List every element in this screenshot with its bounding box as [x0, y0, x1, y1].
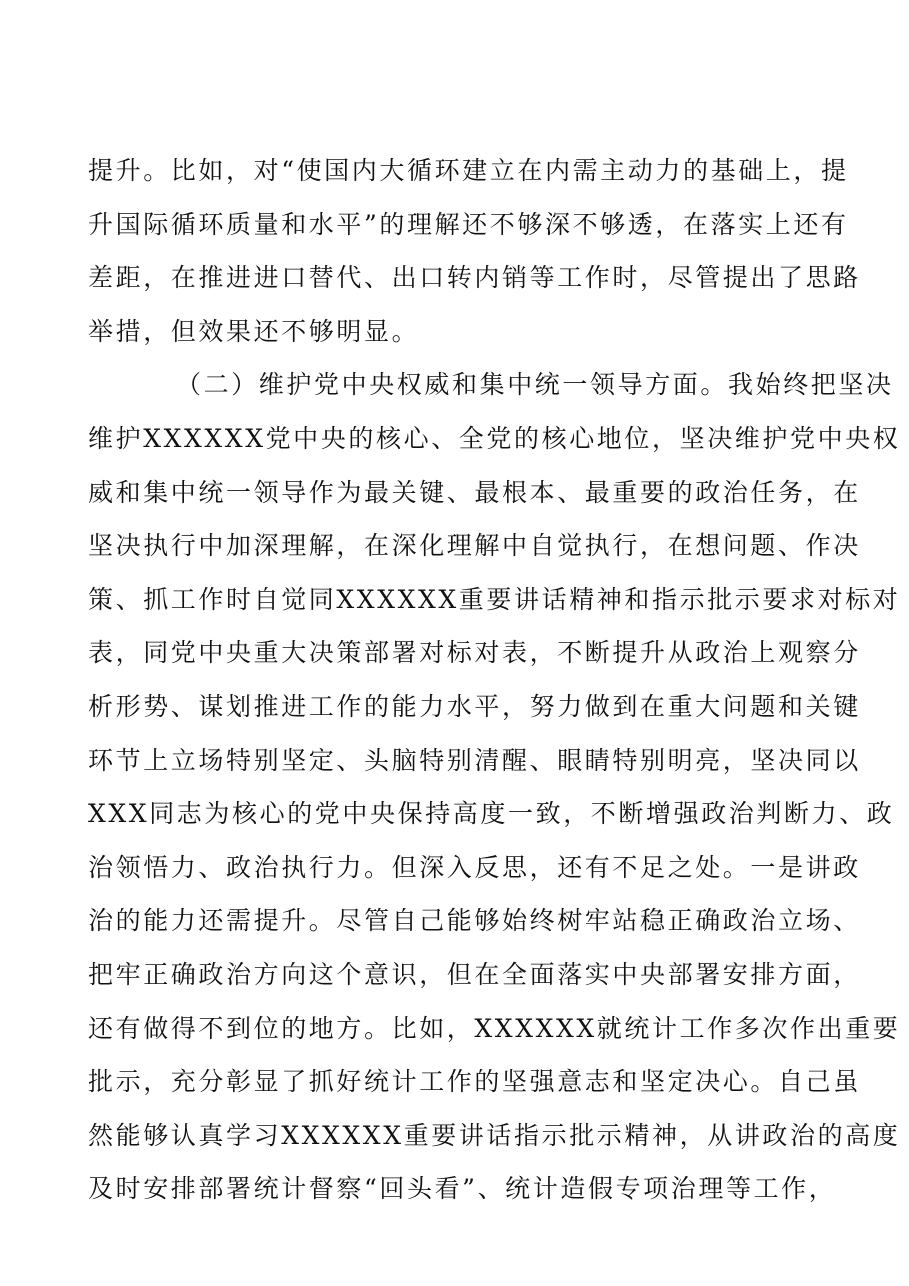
text-line: 提升。比如，对“使国内大循环建立在内需主动力的基础上，提 [88, 156, 849, 185]
text-line: 策、抓工作时自觉同XXXXXX重要讲话精神和指示批示要求对标对 [88, 584, 901, 614]
text-line: 治的能力还需提升。尽管自己能够始终树牢站稳正确政治立场、 [88, 906, 861, 936]
text-line: XXX同志为核心的党中央保持高度一致，不断增强政治判断力、政 [88, 799, 895, 829]
text-line: 举措，但效果还不够明显。 [88, 316, 420, 346]
text-line: 治领悟力、政治执行力。但深入反思，还有不足之处。一是讲政 [88, 852, 861, 882]
text-line: 及时安排部署统计督察“回头看”、统计造假专项治理等工作， [88, 1174, 837, 1204]
text-line: 然能够认真学习XXXXXX重要讲话指示批示精神，从讲政治的高度 [88, 1120, 901, 1150]
text-line: 升国际循环质量和水平”的理解还不够深不够透，在落实上还有 [88, 209, 849, 239]
text-line: 析形势、谋划推进工作的能力水平，努力做到在重大问题和关键 [88, 691, 861, 721]
text-line: 环节上立场特别坚定、头脑特别清醒、眼睛特别明亮，坚决同以 [88, 745, 861, 775]
text-line: 威和集中统一领导作为最关键、最根本、最重要的政治任务，在 [88, 477, 861, 507]
text-line: 表，同党中央重大决策部署对标对表，不断提升从政治上观察分 [88, 638, 861, 668]
section-heading-line: （二）维护党中央权威和集中统一领导方面。我始终把坚决 [176, 370, 894, 400]
text-line: 差距，在推进进口替代、出口转内销等工作时，尽管提出了思路 [88, 263, 861, 293]
paragraph-section-two [88, 358, 901, 1216]
text-line: 维护XXXXXX党中央的核心、全党的核心地位，坚决维护党中央权 [88, 423, 901, 453]
text-line: 坚决执行中加深理解，在深化理解中自觉执行，在想问题、作决 [88, 531, 861, 561]
text-line: 还有做得不到位的地方。比如，XXXXXX就统计工作多次作出重要 [88, 1013, 901, 1043]
paragraph-continuation [88, 144, 861, 358]
body-text [88, 144, 901, 1216]
text-line: 批示，充分彰显了抓好统计工作的坚强意志和坚定决心。自己虽 [88, 1067, 861, 1097]
text-line: 把牢正确政治方向这个意识，但在全面落实中央部署安排方面， [88, 959, 861, 989]
